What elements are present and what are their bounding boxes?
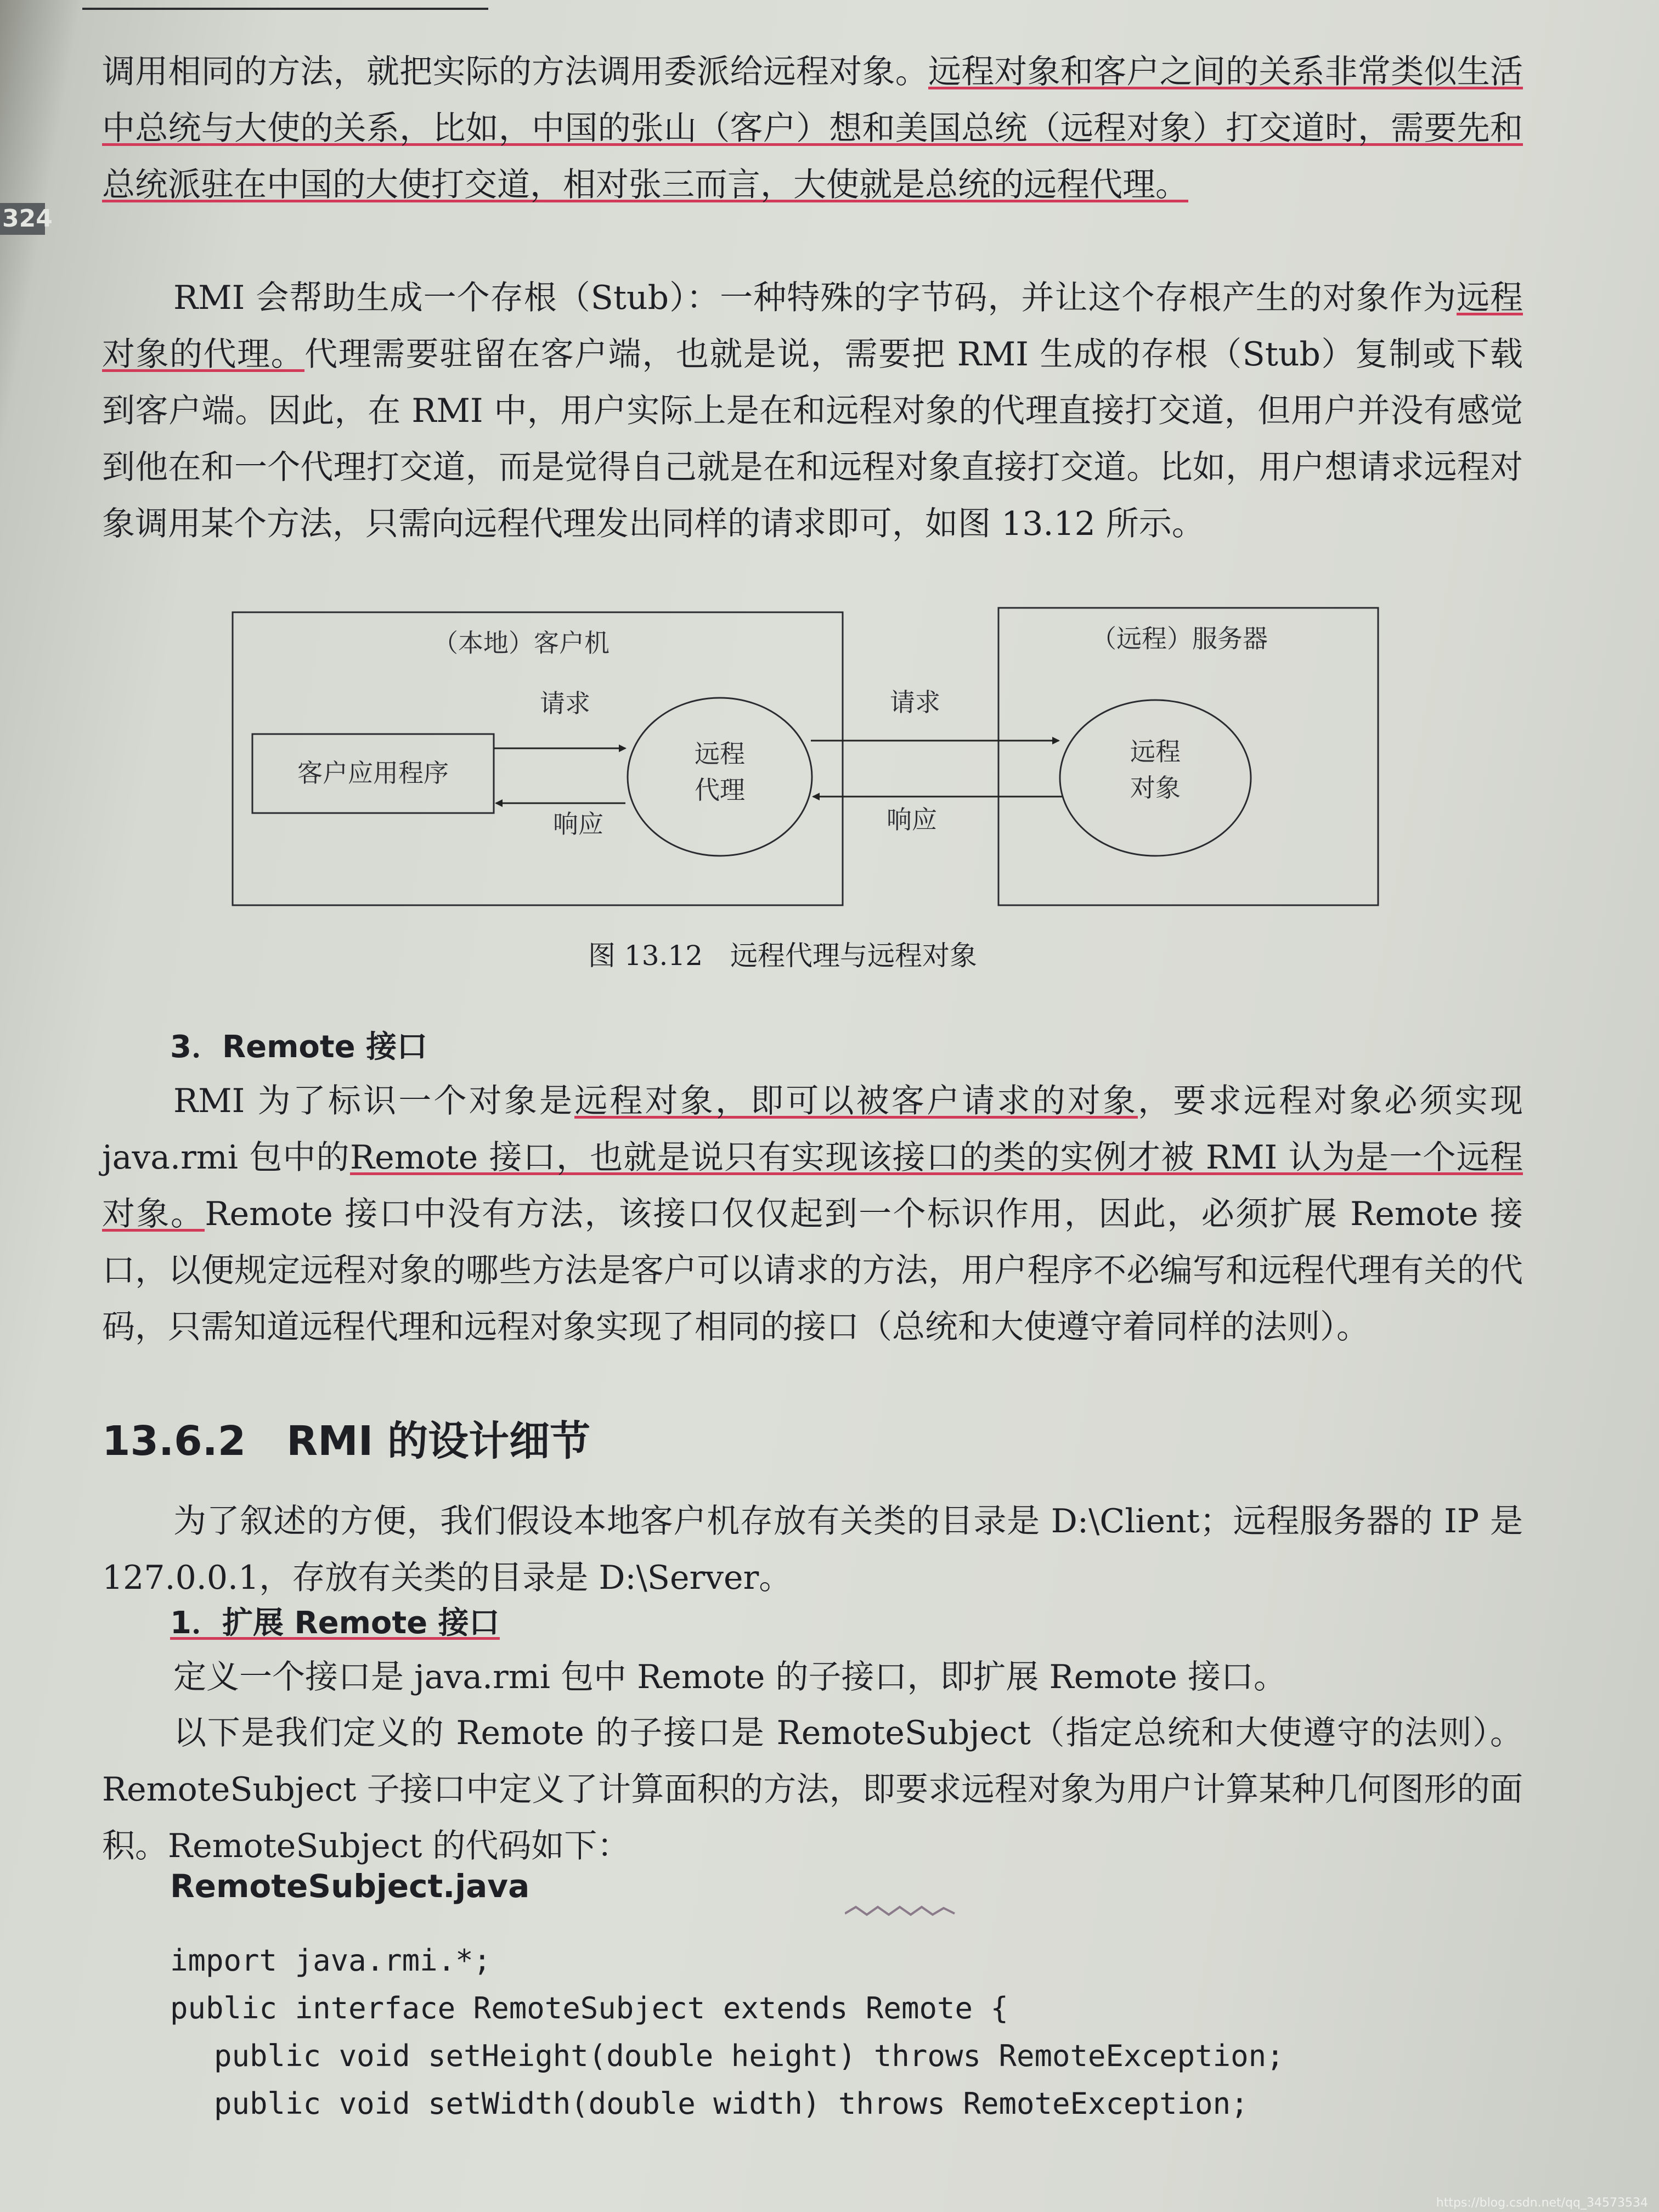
paragraph-directories: 为了叙述的方便，我们假设本地客户机存放有关类的目录是 D:\Client；远程服务器的 IP 是 127.0.0.1，存放有关类的目录是 D:\Server。 [102,1502,1523,1597]
proxy-diagram [0,603,1659,988]
figure-13-12 [0,603,1659,988]
paragraph-stub [102,270,1523,552]
paragraph-define-interface: 定义一个接口是 java.rmi 包中 Remote 的子接口，即扩展 Remote 接口。 [173,1658,1286,1696]
code-line-1: import java.rmi.*; [170,1943,492,1978]
code-line-2: public interface RemoteSubject extends Remote { [170,1991,1009,2025]
paragraph-remote-c: ，要求远程对象必须实现 java.rmi 包中的 [102,1082,1523,1177]
code-block [170,1937,1284,2128]
paragraph-remote-e: Remote 接口中没有方法，该接口仅仅起到一个标识作用，因此，必须扩展 Remote 接口，以便规定远程对象的哪些方法是客户可以请求的方法，用户程序不必编写和远程代理有关的代码，只需知道远程代理和远程对象实现了相同的接口（总统和大使遵守着同样的法则）。 [102,1195,1523,1346]
paragraph-stub-a: RMI 会帮助生成一个存根（Stub）：一种特殊的字节码，并让这个存根产生的对象作为 [173,279,1457,317]
highlight-remote-interface: Remote 接口，也就是说只有实现该接口的类的实例才被 RMI 认为是一个远程对象。 [102,1138,1523,1233]
subsection-extend-remote [170,1599,500,1643]
paragraph-remote-interface [102,1073,1523,1356]
paragraph-delegation-a: 调用相同的方法，就把实际的方法调用委派给远程对象。 [102,53,928,91]
label-response-remote: 响应 [887,805,937,834]
page-number: 324 [0,203,45,235]
section-13-6-2-title: 13.6.2 RMI 的设计细节 [102,1418,591,1465]
client-app-label: 客户应用程序 [297,758,449,788]
remote-object-label-1: 远程 [1130,737,1181,766]
label-request-local: 请求 [540,689,590,718]
figure-caption: 图 13.12 远程代理与远程对象 [588,940,978,972]
code-filename: RemoteSubject.java [170,1867,530,1905]
label-request-remote: 请求 [890,687,940,717]
paragraph-remote-subject: 以下是我们定义的 Remote 的子接口是 RemoteSubject（指定总统和大使遵守的法则）。RemoteSubject 子接口中定义了计算面积的方法，即要求远程对象为用户计算某种几何图形的面积。RemoteSubject 的代码如下： [102,1714,1523,1865]
header-rule [82,0,488,10]
highlight-proxy: 远程对象的代理。 [102,279,1523,374]
code-line-3: public void setHeight(double height) throws RemoteException; [214,2039,1284,2073]
proxy-label-1: 远程 [695,739,745,769]
client-box-label: （本地）客户机 [433,628,610,658]
paragraph-remote-a: RMI 为了标识一个对象是 [173,1082,575,1120]
label-response-local: 响应 [553,809,603,839]
server-box-label: （远程）服务器 [1091,624,1268,653]
watermark: https://blog.csdn.net/qq_34573534 [1436,2196,1648,2210]
paragraph-delegation [102,44,1523,213]
highlight-remote-object: 远程对象，即可以被客户请求的对象 [574,1082,1138,1120]
highlight-subsection: 1．扩展 Remote 接口 [170,1605,500,1641]
paragraph-stub-c: 代理需要驻留在客户端，也就是说，需要把 RMI 生成的存根（Stub）复制或下载到客户端。因此，在 RMI 中，用户实际上是在和远程对象的代理直接打交道，但用户并没有感觉到他在和一个代理打交道，而是觉得自己就是在和远程对象直接打交道。比如，用户想请求远程对象调用某个方法，只需向远程代理发出同样的请求即可，如图 13.12 所示。 [102,335,1523,543]
highlight-ambassador: 远程对象和客户之间的关系非常类似生活中总统与大使的关系，比如，中国的张山（客户）想和美国总统（远程对象）打交道时，需要先和总统派驻在中国的大使打交道，相对张三而言，大使就是总统的远程代理。 [102,53,1523,204]
proxy-label-2: 代理 [695,775,745,805]
remote-object-label-2: 对象 [1130,773,1181,803]
section-remote-interface: 3．Remote 接口 [170,1029,428,1065]
code-line-4: public void setWidth(double width) throws RemoteException; [214,2086,1249,2121]
pen-scribble [845,1903,988,1919]
